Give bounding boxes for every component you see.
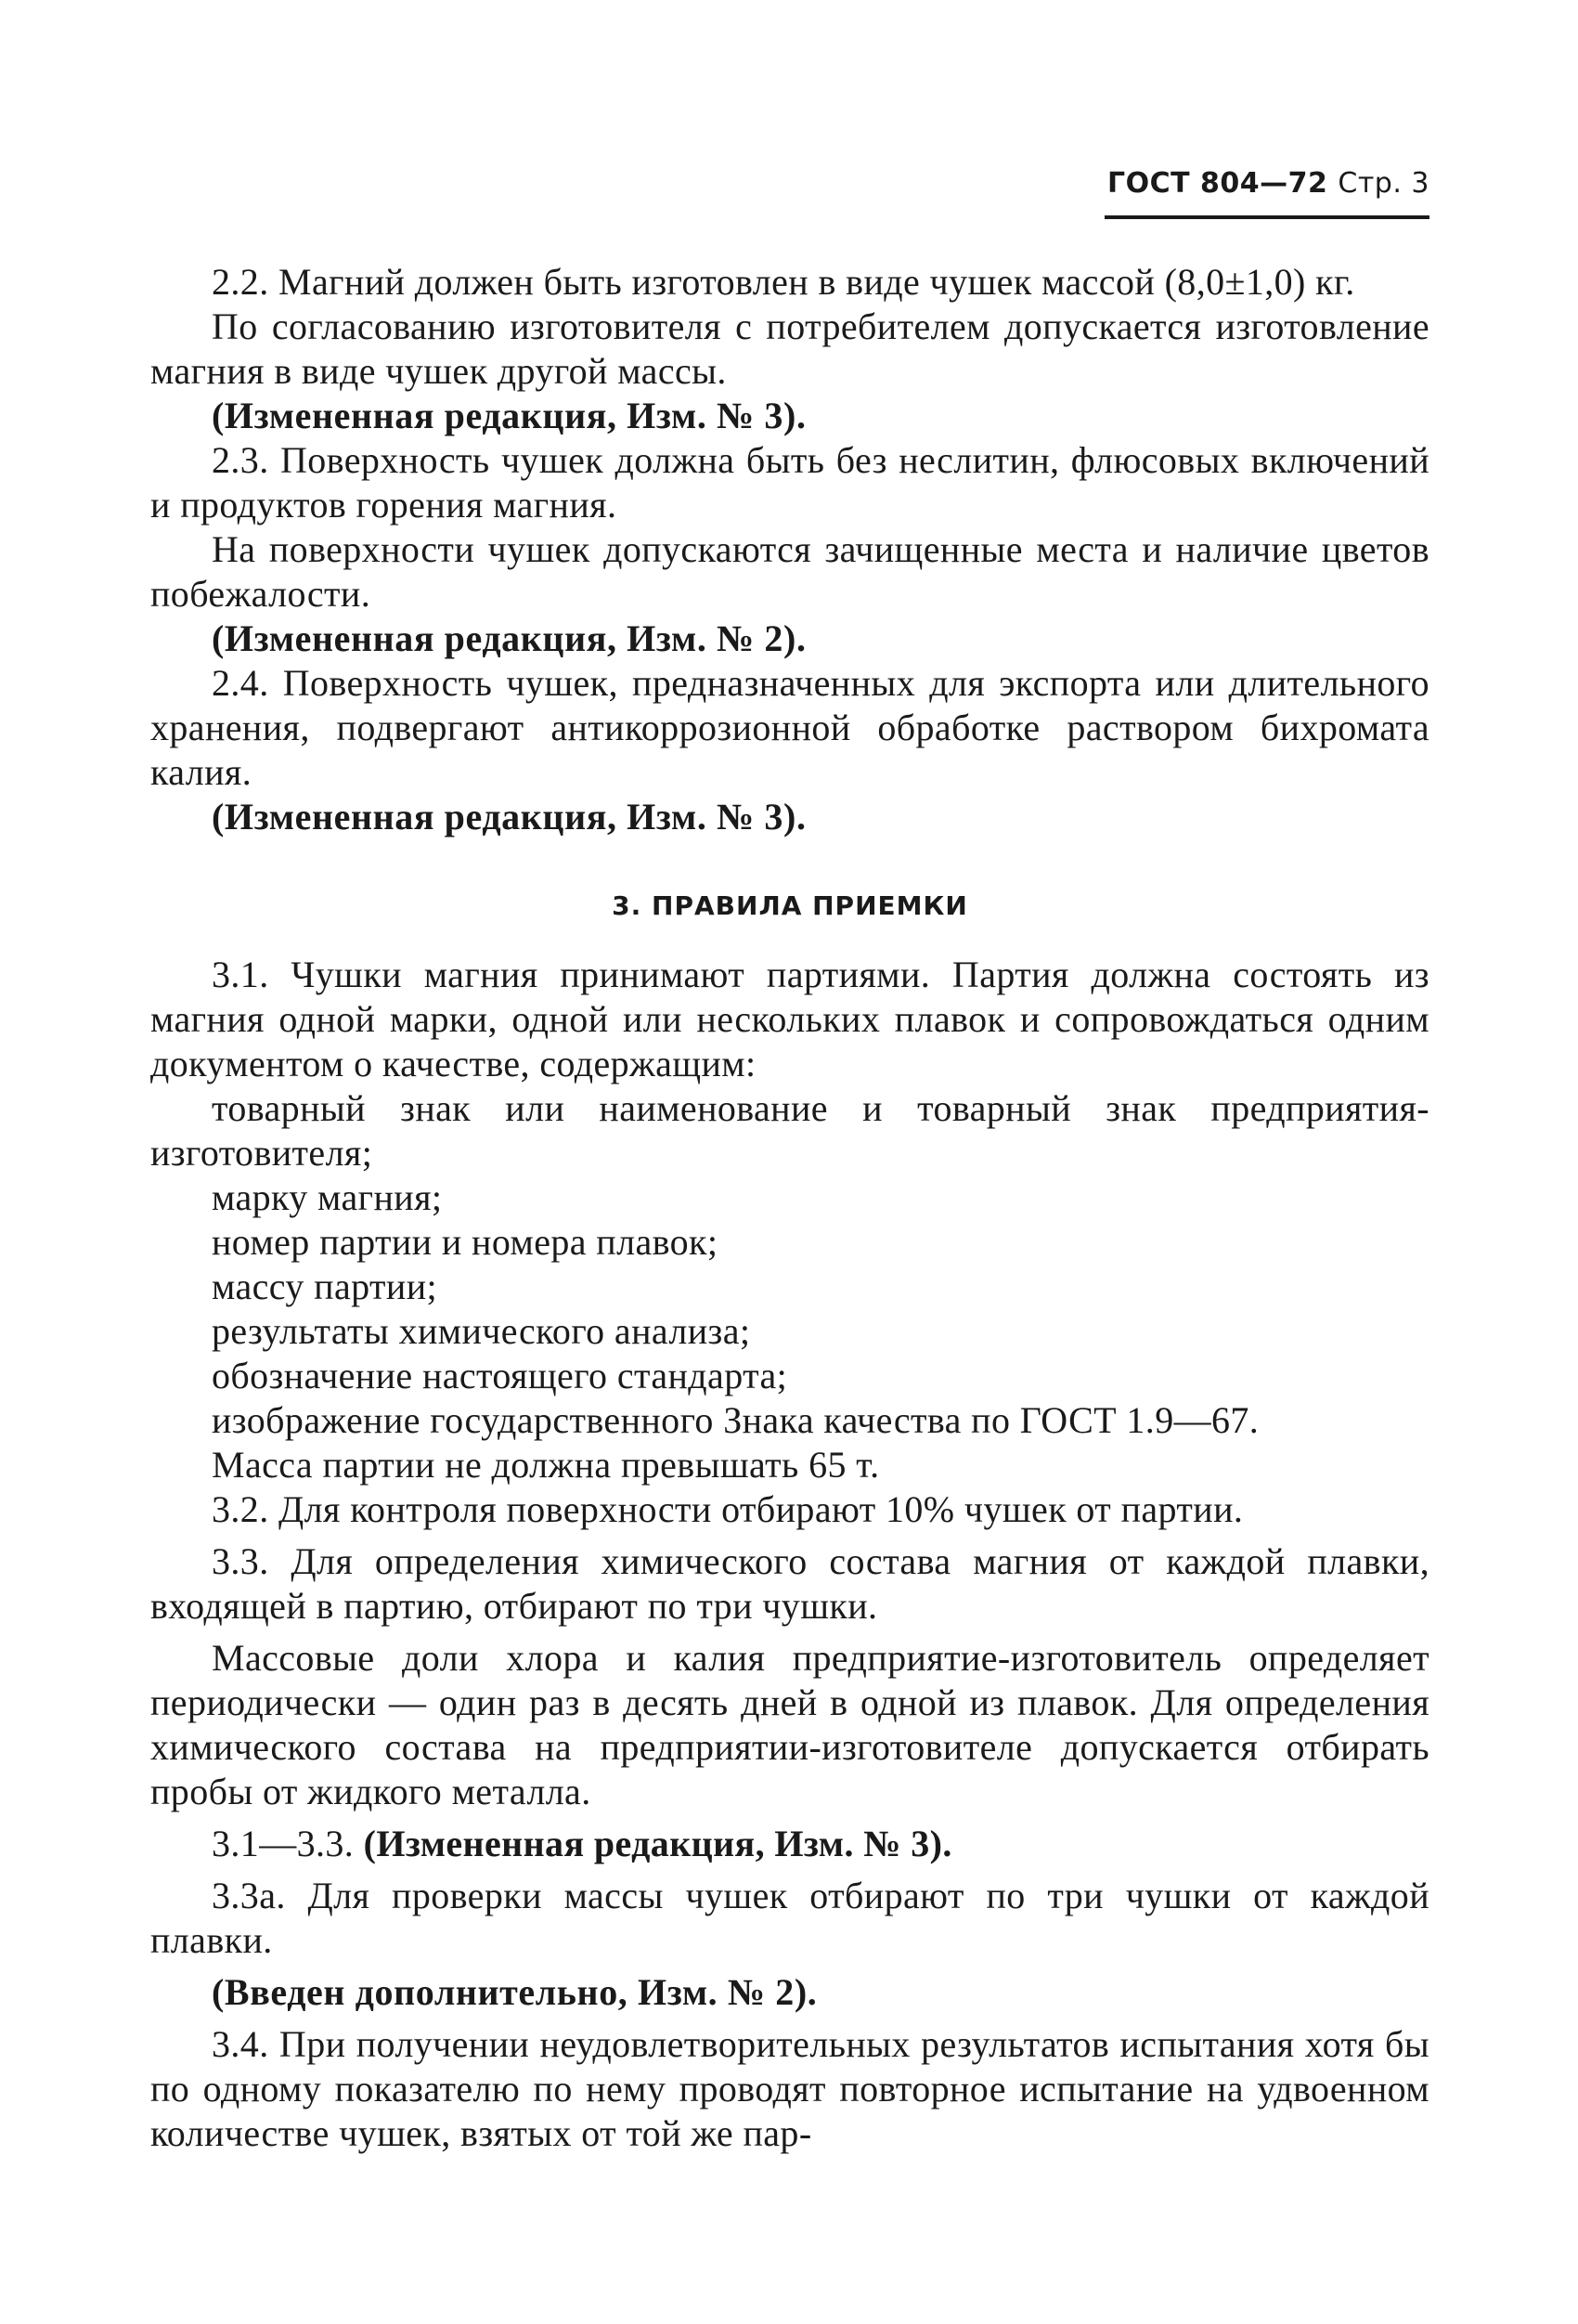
section-heading: 3. ПРАВИЛА ПРИЕМКИ: [612, 890, 968, 921]
list-item: результаты химического анализа;: [212, 1310, 751, 1352]
amendment-note: (Измененная редакция, Изм. № 3).: [212, 395, 807, 436]
clause-2-4: 2.4. Поверхность чушек, предназначенных для экспорта или длительного хранения, подвергают антикоррозионной обработке раствором бихромата калия.: [150, 662, 1429, 793]
clause-3-3a: 3.3а. Для проверки массы чушек отбирают по три чушки от каждой плавки.: [150, 1875, 1429, 1961]
clause-3-4: 3.4. При получении неудовлетворительных результатов испытания хотя бы по одному показателю по нему проводят повторное испытание на удвоенном количестве чушек, взятых от той же пар-: [150, 2023, 1429, 2154]
clause-range: 3.1—3.3.: [212, 1823, 364, 1864]
clause-3-2: 3.2. Для контроля поверхности отбирают 10% чушек от партии.: [212, 1488, 1244, 1530]
page-number: Стр. 3: [1338, 167, 1429, 200]
document-body: [150, 260, 1429, 2156]
amendment-note-3-1-3-3: [150, 1822, 1429, 1866]
amendment-note: (Измененная редакция, Изм. № 3).: [212, 796, 807, 837]
clause-2-2-note: По согласованию изготовителя с потребителем допускается изготовление магния в виде чушек другой массы.: [150, 305, 1429, 392]
list-item: изображение государственного Знака качества по ГОСТ 1.9—67.: [212, 1399, 1260, 1441]
list-item: обозначение настоящего стандарта;: [212, 1355, 788, 1396]
header-rule: [1105, 215, 1429, 219]
list-item: товарный знак или наименование и товарный знак предприятия-изготовителя;: [150, 1087, 1429, 1174]
list-item: массу партии;: [212, 1266, 438, 1307]
list-item: марку магния;: [212, 1176, 443, 1218]
clause-2-2: 2.2. Магний должен быть изготовлен в виде чушек массой (8,0±1,0) кг.: [212, 261, 1355, 303]
clause-3-3-note: Массовые доли хлора и калия предприятие-изготовитель определяет периодически — один раз в десять дней в одной из плавок. Для определения химического состава на предприятии-изготовителе допускается отбирать пробы от жидкого металла.: [150, 1637, 1429, 1812]
doc-code: ГОСТ 804—72: [1107, 167, 1328, 200]
clause-3-1: 3.1. Чушки магния принимают партиями. Партия должна состоять из магния одной марки, одной или нескольких плавок и сопровождаться одним документом о качестве, содержащим:: [150, 954, 1429, 1084]
list-item: номер партии и номера плавок;: [212, 1221, 718, 1263]
clause-2-3-note: На поверхности чушек допускаются зачищенные места и наличие цветов побежалости.: [150, 528, 1429, 615]
amendment-note: (Измененная редакция, Изм. № 2).: [212, 617, 807, 659]
amendment-note: (Введен дополнительно, Изм. № 2).: [212, 1971, 818, 2013]
running-header: [928, 167, 1429, 223]
clause-2-3: 2.3. Поверхность чушек должна быть без неслитин, флюсовых включений и продуктов горения магния.: [150, 439, 1429, 526]
amendment-text: (Измененная редакция, Изм. № 3).: [363, 1823, 952, 1864]
clause-3-3: 3.3. Для определения химического состава магния от каждой плавки, входящей в партию, отбирают по три чушки.: [150, 1540, 1429, 1627]
list-item: Масса партии не должна превышать 65 т.: [212, 1444, 880, 1486]
